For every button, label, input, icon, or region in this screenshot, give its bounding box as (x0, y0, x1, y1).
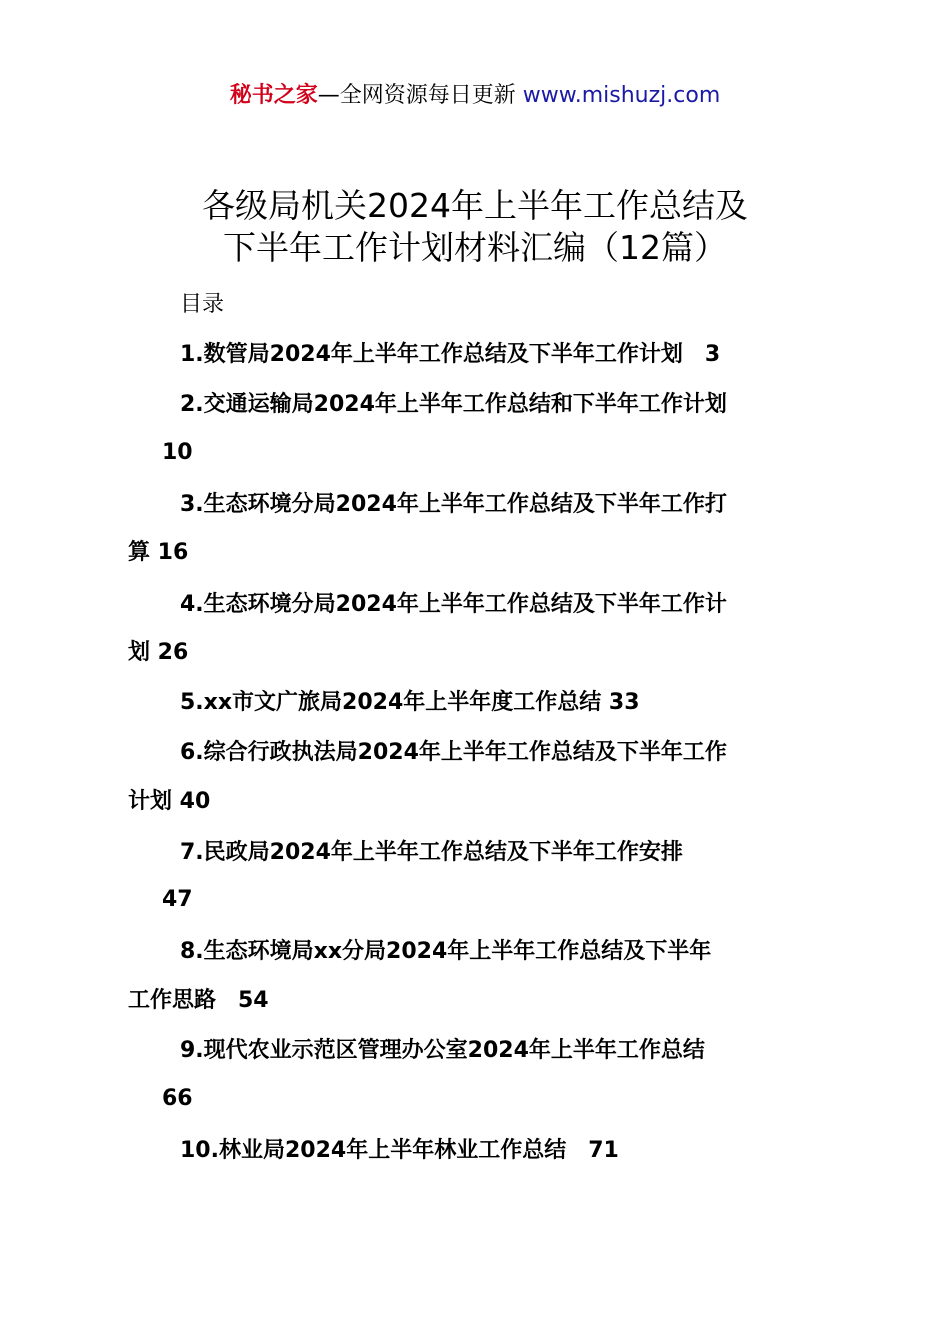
toc-item-4-line-2[interactable]: 划 26 (128, 640, 189, 665)
toc-item-2-line-2[interactable]: 10 (162, 440, 193, 465)
toc-item-9-line-1[interactable]: 9.现代农业示范区管理办公室2024年上半年工作总结 (180, 1038, 705, 1063)
title-line-1: 各级局机关2024年上半年工作总结及 (202, 186, 748, 225)
toc-item-1-line-1[interactable]: 1.数管局2024年上半年工作总结及下半年工作计划 3 (180, 342, 721, 367)
document-title (0, 185, 950, 269)
toc-item-8-line-2[interactable]: 工作思路 54 (128, 988, 269, 1013)
toc-item-7-line-2[interactable]: 47 (162, 887, 193, 912)
toc-item-7-line-1[interactable]: 7.民政局2024年上半年工作总结及下半年工作安排 (180, 840, 683, 865)
site-url-link[interactable]: www.mishuzj.com (522, 83, 721, 108)
toc-item-3-line-1[interactable]: 3.生态环境分局2024年上半年工作总结及下半年工作打 (180, 492, 727, 517)
toc-item-4-line-1[interactable]: 4.生态环境分局2024年上半年工作总结及下半年工作计 (180, 592, 727, 617)
header-tagline: —全网资源每日更新 (317, 83, 523, 108)
toc-item-5-line-1[interactable]: 5.xx市文广旅局2024年上半年度工作总结 33 (180, 690, 640, 715)
toc-item-6-line-2[interactable]: 计划 40 (128, 789, 211, 814)
toc-item-10-line-1[interactable]: 10.林业局2024年上半年林业工作总结 71 (180, 1138, 619, 1163)
site-header (0, 80, 950, 112)
toc-item-9-line-2[interactable]: 66 (162, 1086, 193, 1111)
toc-item-2-line-1[interactable]: 2.交通运输局2024年上半年工作总结和下半年工作计划 (180, 392, 727, 417)
toc-item-8-line-1[interactable]: 8.生态环境局xx分局2024年上半年工作总结及下半年 (180, 939, 712, 964)
toc-heading: 目录 (180, 292, 225, 317)
toc-item-6-line-1[interactable]: 6.综合行政执法局2024年上半年工作总结及下半年工作 (180, 740, 727, 765)
title-line-2: 下半年工作计划材料汇编（12篇） (223, 228, 727, 267)
brand-name: 秘书之家 (229, 83, 318, 108)
toc-item-3-line-2[interactable]: 算 16 (128, 540, 189, 565)
